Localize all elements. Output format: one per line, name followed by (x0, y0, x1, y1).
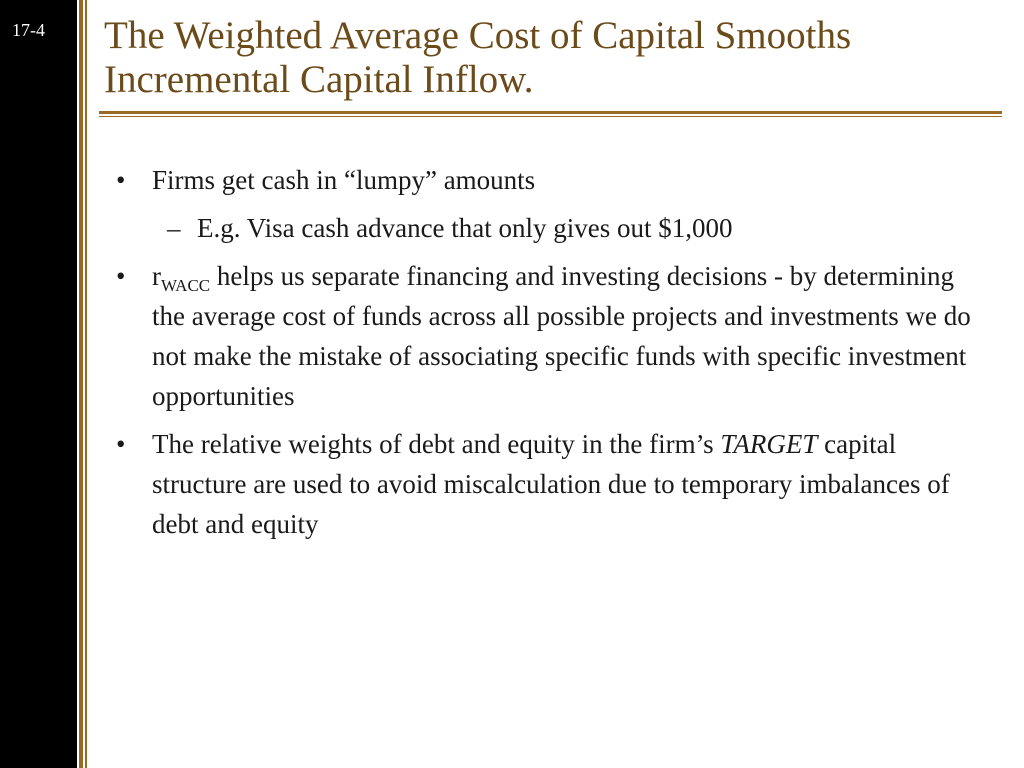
rwacc-subscript: WACC (161, 276, 211, 295)
vertical-rule-thin (85, 0, 87, 768)
bullet-marker: • (116, 261, 126, 291)
bullet-text: Firms get cash in “lumpy” amounts (152, 165, 536, 195)
bullet-marker: • (116, 429, 126, 459)
slide-title-line-1: The Weighted Average Cost of Capital Smooths (104, 14, 852, 57)
slide-title-line-2: Incremental Capital Inflow. (104, 58, 534, 101)
left-sidebar (0, 0, 77, 768)
target-emphasis: TARGET (720, 429, 818, 459)
sub-bullet-text: E.g. Visa cash advance that only gives out $1,000 (197, 213, 733, 243)
bullet-text: helps us separate financing and investing decisions - by determining the average cost of funds across all possible projects and investments we do not make the mistake of associating specific funds with specific investment opportunities (152, 261, 971, 411)
bullet-list (104, 160, 984, 552)
bullet-marker: • (116, 165, 126, 195)
bullet-item-target-weights (104, 424, 984, 544)
bullet-text-before: The relative weights of debt and equity in the firm’s (152, 429, 721, 459)
sub-bullet-marker: – (167, 213, 181, 243)
title-underline-thin (99, 116, 1002, 117)
slide-number: 17-4 (12, 20, 45, 40)
slide-title (104, 14, 1004, 102)
bullet-item-rwacc (104, 256, 984, 416)
bullet-text-after: capital structure are used to avoid miscalculation due to temporary imbalances of debt and equity (152, 429, 950, 539)
rwacc-symbol: r (152, 261, 161, 291)
bullet-item-lumpy-cash (104, 160, 984, 200)
sub-bullet-item-visa-example (104, 208, 984, 248)
vertical-rule-thick (79, 0, 83, 768)
title-underline-thick (99, 111, 1002, 114)
